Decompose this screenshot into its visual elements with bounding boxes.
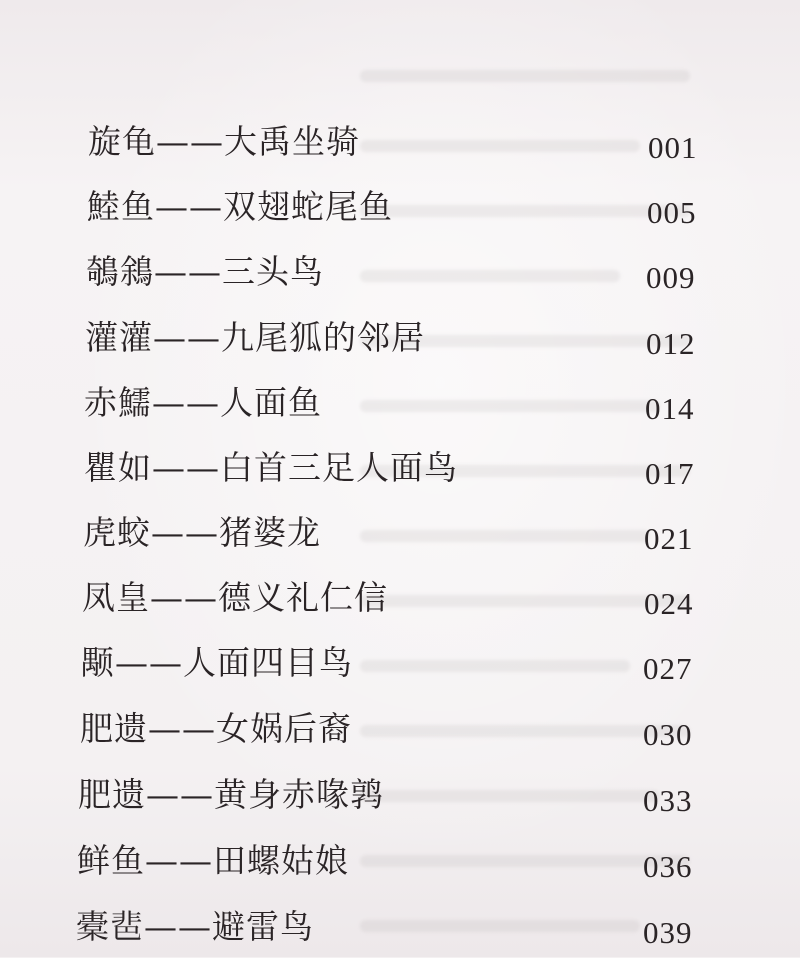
entry-page-number: 021	[644, 521, 694, 556]
entry-title: 鲜鱼——田螺姑娘	[77, 841, 349, 880]
toc-entry	[0, 182, 800, 232]
entry-page-number: 033	[643, 783, 693, 818]
entry-title: 颙——人面四目鸟	[81, 643, 353, 682]
entry-page-number: 039	[643, 915, 693, 950]
toc-entry	[0, 902, 800, 952]
entry-title: 鯥鱼——双翅蛇尾鱼	[87, 187, 393, 226]
toc-entry	[0, 836, 800, 886]
entry-title: 肥遗——黄身赤喙鹑	[78, 775, 384, 814]
toc-entry	[0, 704, 800, 754]
entry-page-number: 036	[643, 849, 693, 884]
toc-entry	[0, 573, 800, 623]
entry-page-number: 012	[646, 326, 696, 361]
entry-title: 旋龟——大禹坐骑	[88, 122, 360, 161]
toc-entry	[0, 443, 800, 493]
entry-title: 鵸䳜——三头鸟	[86, 252, 324, 291]
entry-page-number: 030	[643, 717, 693, 752]
entry-page-number: 014	[645, 391, 695, 426]
entry-page-number: 027	[643, 651, 693, 686]
entry-title: 橐𩇯——避雷鸟	[76, 907, 314, 946]
entry-title: 肥遗——女娲后裔	[80, 709, 352, 748]
entry-page-number: 024	[644, 586, 694, 621]
entry-page-number: 009	[646, 260, 696, 295]
entry-title: 凤皇——德义礼仁信	[82, 578, 388, 617]
toc-entry	[0, 378, 800, 428]
toc-entry	[0, 313, 800, 363]
entry-page-number: 001	[648, 130, 698, 165]
entry-page-number: 017	[645, 456, 695, 491]
entry-title: 瞿如——白首三足人面鸟	[84, 448, 458, 487]
toc-entry	[0, 247, 800, 297]
toc-entry	[0, 117, 800, 167]
entry-title: 灌灌——九尾狐的邻居	[85, 318, 425, 357]
entry-title: 赤鱬——人面鱼	[84, 383, 322, 422]
entry-title: 虎蛟——猪婆龙	[83, 513, 321, 552]
toc-entry	[0, 508, 800, 558]
toc-entry	[0, 638, 800, 688]
toc-entry	[0, 770, 800, 820]
entry-page-number: 005	[647, 195, 697, 230]
